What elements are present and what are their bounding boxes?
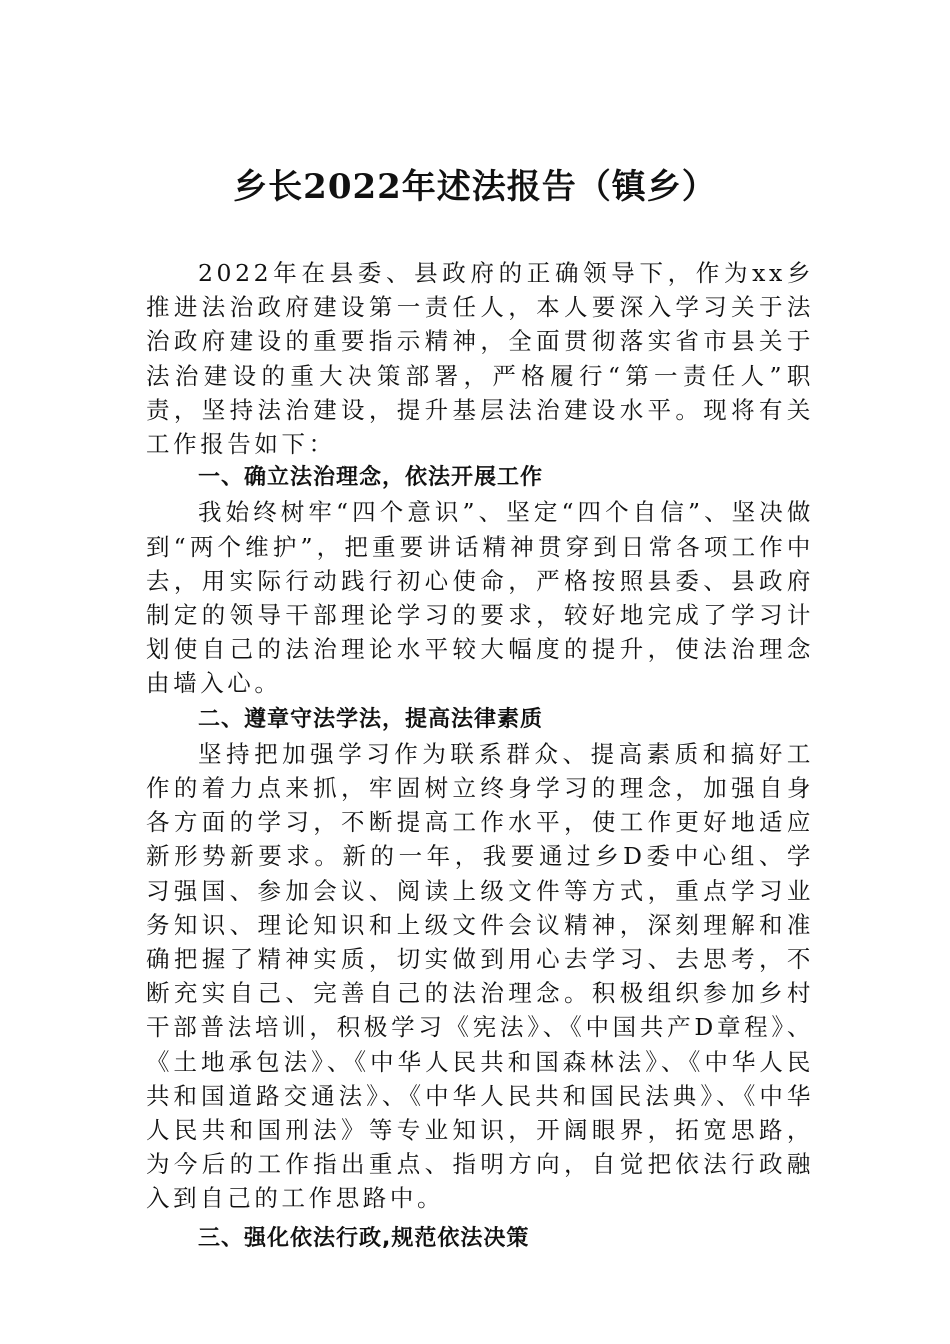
section-heading-2: 二、遵章守法学法，提高法律素质 <box>198 706 544 732</box>
section-heading-1: 一、确立法治理念，依法开展工作 <box>198 465 544 491</box>
document-body <box>146 256 814 1256</box>
section-body-1: 我始终树牢“四个意识”、坚定“四个自信”、坚决做到“两个维护”，把重要讲话精神贯穿到日常各项工作中去，用实际行动践行初心使命，严格按照县委、县政府制定的领导干部理论学习的要求，较好地完成了学习计划使自己的法治理论水平较大幅度的提升，使法治理念由墙入心。 <box>146 498 814 698</box>
intro-paragraph: 2022年在县委、县政府的正确领导下，作为xx乡推进法治政府建设第一责任人，本人要深入学习关于法治政府建设的重要指示精神，全面贯彻落实省市县关于法治建设的重大决策部署，严格履行“第一责任人”职责，坚持法治建设，提升基层法治建设水平。现将有关工作报告如下： <box>146 259 814 459</box>
section-body-2: 坚持把加强学习作为联系群众、提高素质和搞好工作的着力点来抓，牢固树立终身学习的理念，加强自身各方面的学习，不断提高工作水平，使工作更好地适应新形势新要求。新的一年，我要通过乡D委中心组、学习强国、参加会议、阅读上级文件等方式，重点学习业务知识、理论知识和上级文件会议精神，深刻理解和准确把握了精神实质，切实做到用心去学习、去思考，不断充实自己、完善自己的法治理念。积极组织参加乡村干部普法培训，积极学习《宪法》、《中国共产D章程》、《土地承包法》、《中华人民共和国森林法》、《中华人民共和国道路交通法》、《中华人民共和国民法典》、《中华人民共和国刑法》等专业知识，开阔眼界，拓宽思路，为今后的工作指出重点、指明方向，自觉把依法行政融入到自己的工作思路中。 <box>146 739 814 1213</box>
document-title: 乡长2022年述法报告（镇乡） <box>233 167 717 207</box>
section-heading-3: 三、强化依法行政,规范依法决策 <box>198 1225 530 1251</box>
